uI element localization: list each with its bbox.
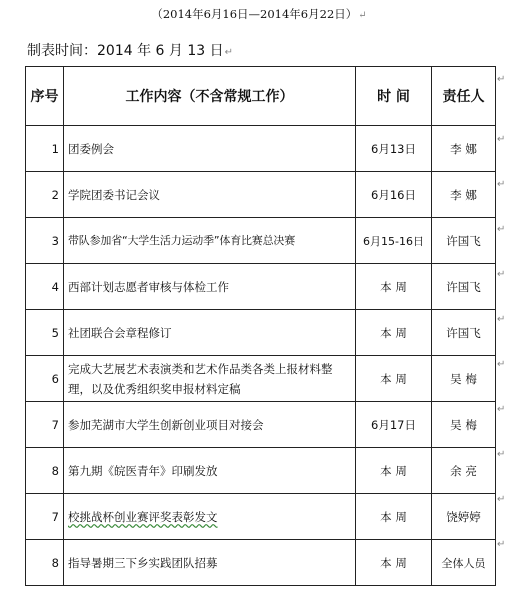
column-header-time: 时 间	[356, 67, 432, 126]
row-time: 本 周	[356, 264, 432, 310]
column-header-num: 序号	[26, 67, 64, 126]
row-owner: 全体人员	[432, 540, 496, 586]
row-content	[64, 494, 356, 540]
row-owner: 余 亮	[432, 448, 496, 494]
table-row	[26, 172, 496, 218]
table-row	[26, 356, 496, 402]
date-range-heading	[0, 6, 518, 22]
row-content: 指导暑期三下乡实践团队招募	[64, 540, 356, 586]
row-owner: 饶婷婷	[432, 494, 496, 540]
row-content: 西部计划志愿者审核与体检工作	[64, 264, 356, 310]
row-time: 本 周	[356, 310, 432, 356]
row-time: 6月17日	[356, 402, 432, 448]
paragraph-mark-icon: ↵	[358, 10, 367, 21]
table-row	[26, 264, 496, 310]
row-content: 参加芜湖市大学生创新创业项目对接会	[64, 402, 356, 448]
row-end-mark-icon: ↵	[497, 449, 506, 460]
row-owner: 吴 梅	[432, 356, 496, 402]
table-row	[26, 218, 496, 264]
row-end-mark-icon: ↵	[497, 269, 506, 280]
row-owner: 李 娜	[432, 126, 496, 172]
made-time-value: 2014 年 6 月 13 日	[97, 43, 224, 59]
row-num: 3	[26, 218, 64, 264]
row-end-mark-icon: ↵	[497, 134, 506, 145]
row-content: 社团联合会章程修订	[64, 310, 356, 356]
paragraph-mark-icon: ↵	[224, 47, 233, 58]
row-end-mark-icon: ↵	[497, 404, 506, 415]
row-owner: 吴 梅	[432, 402, 496, 448]
row-end-mark-icon: ↵	[497, 179, 506, 190]
table-row	[26, 448, 496, 494]
row-content: 学院团委书记会议	[64, 172, 356, 218]
row-num: 8	[26, 448, 64, 494]
row-content: 第九期《皖医青年》印刷发放	[64, 448, 356, 494]
row-time: 本 周	[356, 356, 432, 402]
row-end-mark-icon: ↵	[497, 539, 506, 550]
row-num: 8	[26, 540, 64, 586]
row-time: 6月15-16日	[356, 218, 432, 264]
schedule-table	[25, 66, 496, 586]
row-end-mark-icon: ↵	[497, 74, 506, 85]
row-time: 本 周	[356, 494, 432, 540]
row-num: 1	[26, 126, 64, 172]
column-header-content: 工作内容（不含常规工作）	[64, 67, 356, 126]
table-row	[26, 540, 496, 586]
row-content: 带队参加省“大学生活力运动季”体育比赛总决赛	[64, 218, 356, 264]
row-end-mark-icon: ↵	[497, 494, 506, 505]
row-time: 6月13日	[356, 126, 432, 172]
row-owner: 许国飞	[432, 264, 496, 310]
row-content: 完成大艺展艺术表演类和艺术作品类各类上报材料整理，以及优秀组织奖申报材料定稿	[64, 356, 356, 402]
table-row	[26, 126, 496, 172]
row-num: 7	[26, 402, 64, 448]
table-row	[26, 310, 496, 356]
row-time: 本 周	[356, 540, 432, 586]
column-header-owner: 责任人	[432, 67, 496, 126]
made-time-line	[27, 40, 233, 60]
table-row	[26, 494, 496, 540]
row-num: 2	[26, 172, 64, 218]
row-time: 6月16日	[356, 172, 432, 218]
row-owner: 李 娜	[432, 172, 496, 218]
made-time-label: 制表时间：	[27, 43, 97, 59]
table-header-row	[26, 67, 496, 126]
spellcheck-underlined-text: 校挑战杯创业赛评奖表彰发文	[68, 509, 218, 524]
date-range-text: （2014年6月16日—2014年6月22日）	[151, 7, 358, 21]
row-num: 6	[26, 356, 64, 402]
row-time: 本 周	[356, 448, 432, 494]
row-num: 7	[26, 494, 64, 540]
row-num: 5	[26, 310, 64, 356]
row-content: 团委例会	[64, 126, 356, 172]
row-num: 4	[26, 264, 64, 310]
table-row	[26, 402, 496, 448]
row-owner: 许国飞	[432, 218, 496, 264]
row-end-mark-icon: ↵	[497, 314, 506, 325]
row-end-mark-icon: ↵	[497, 224, 506, 235]
row-end-mark-icon: ↵	[497, 359, 506, 370]
row-owner: 许国飞	[432, 310, 496, 356]
